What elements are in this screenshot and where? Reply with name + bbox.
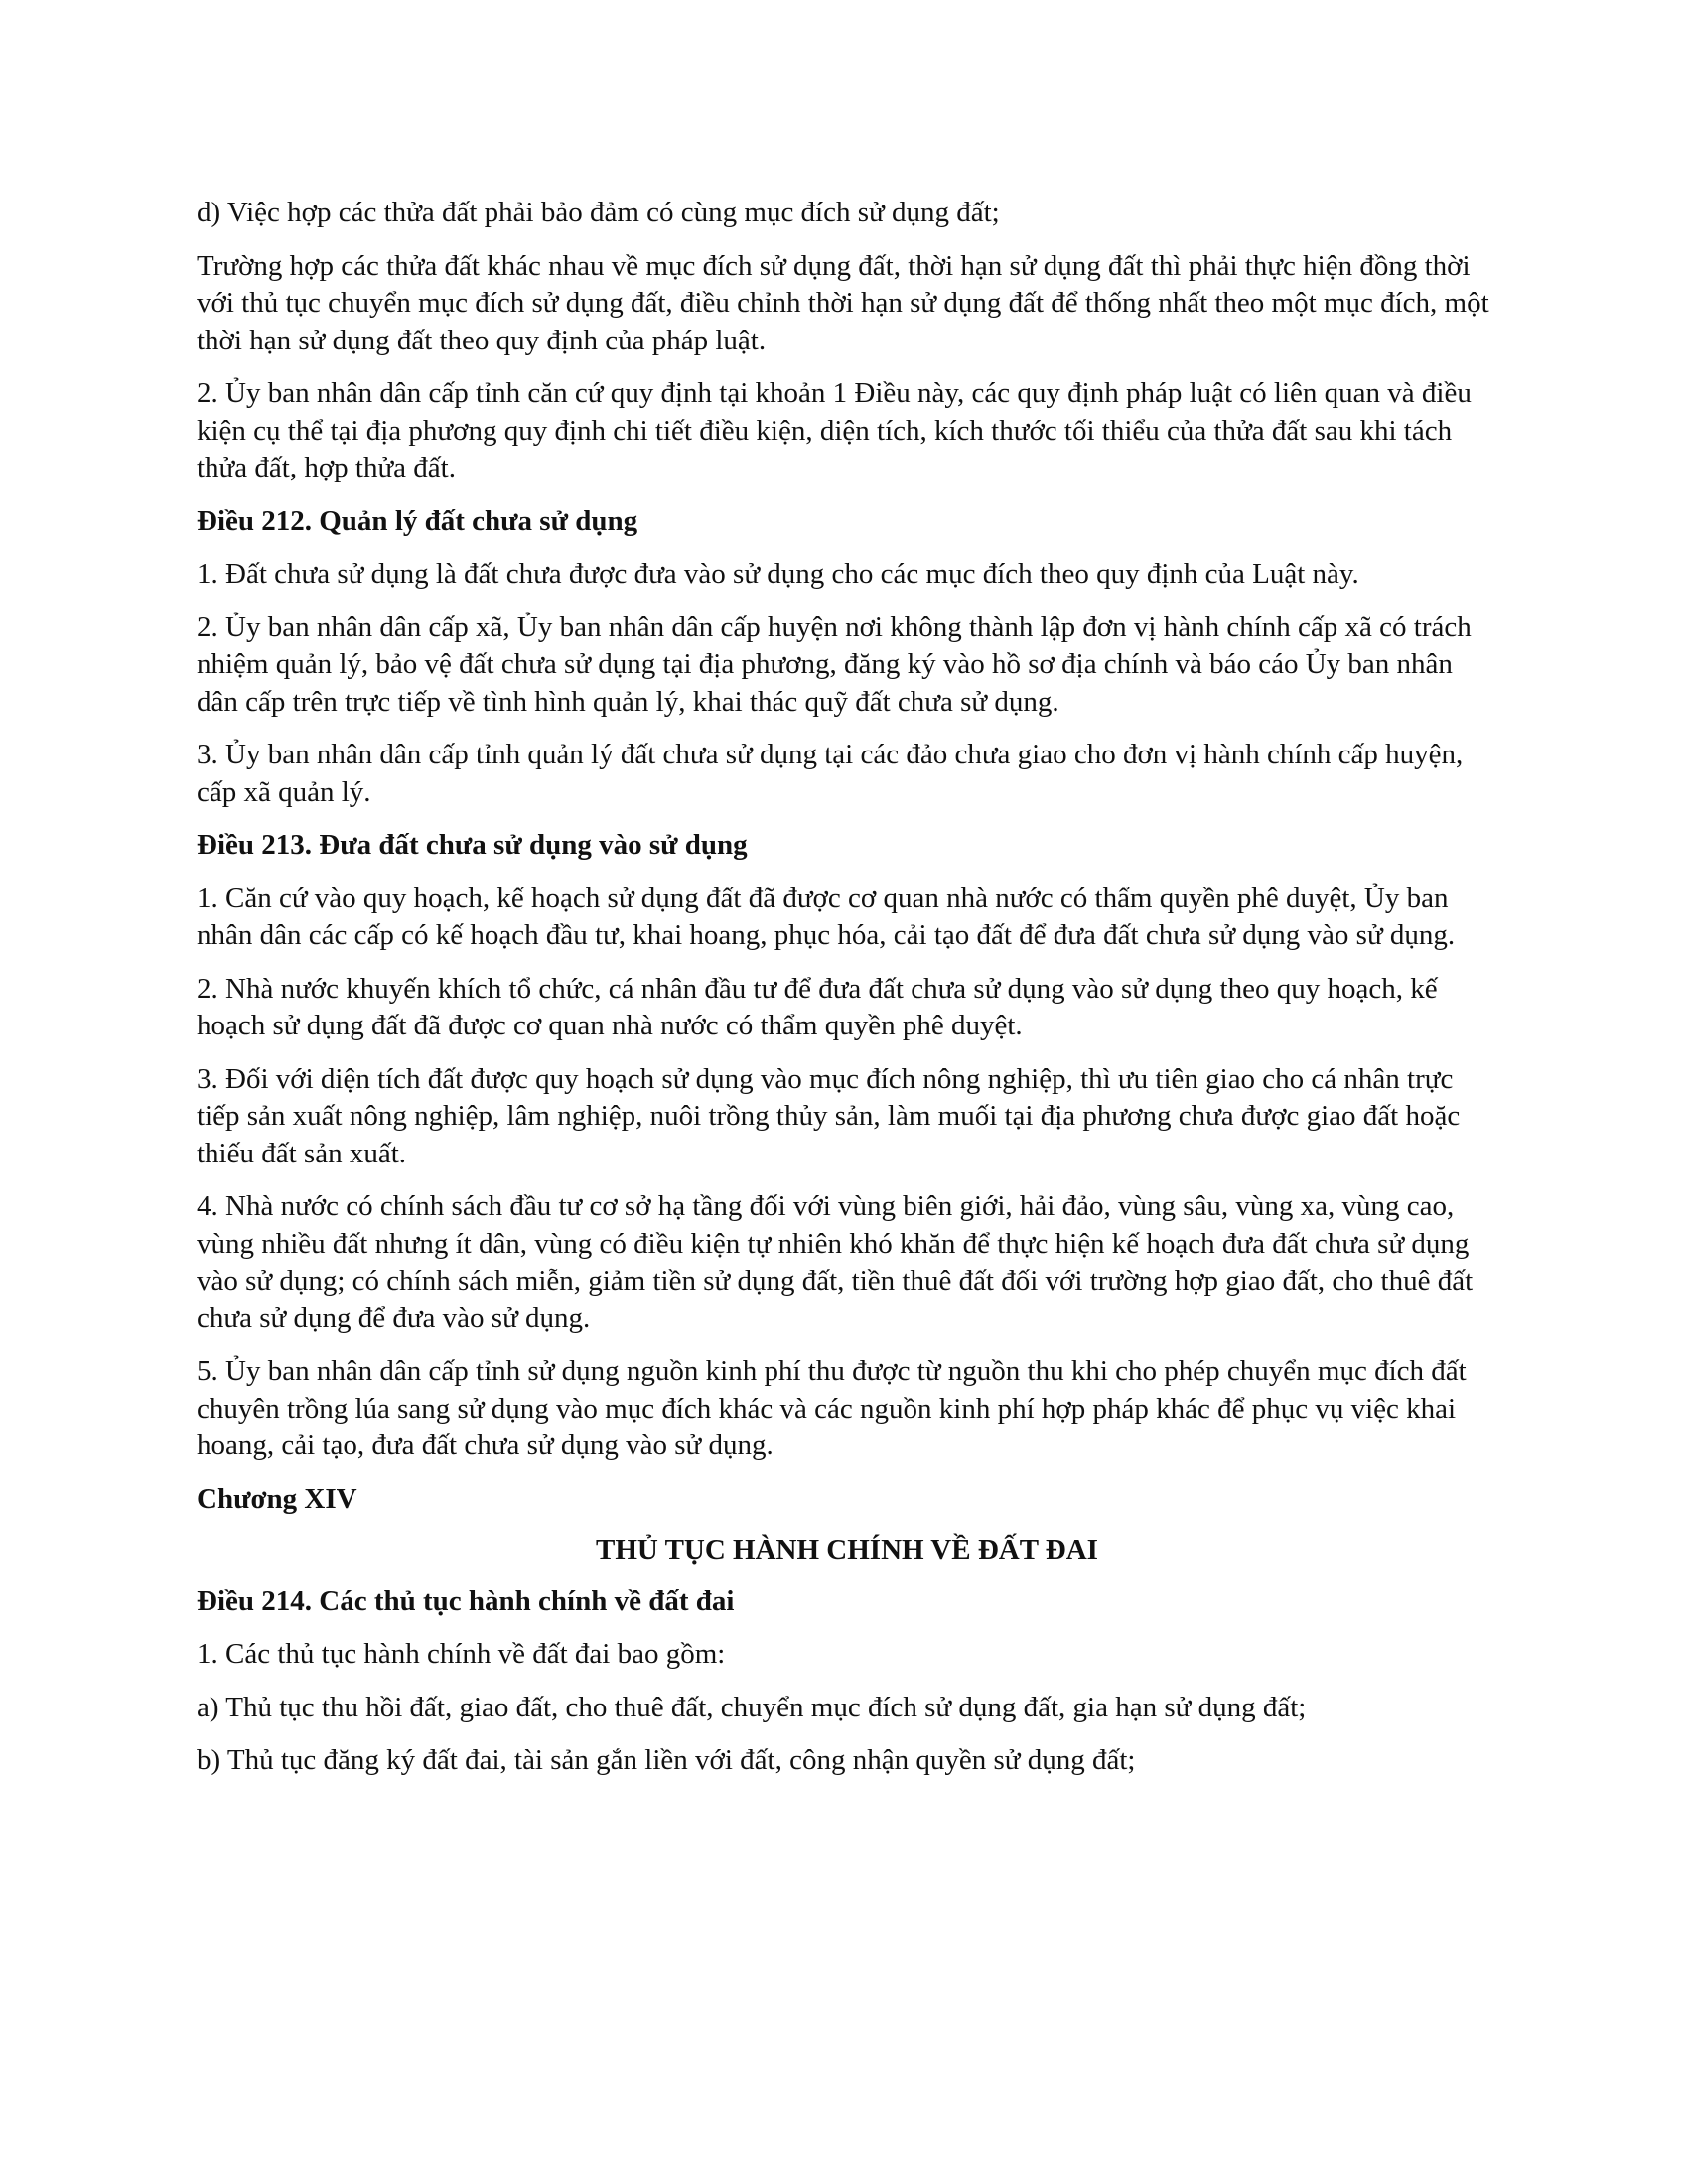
paragraph: a) Thủ tục thu hồi đất, giao đất, cho thuê đất, chuyển mục đích sử dụng đất, gia hạn sử dụng đất; bbox=[197, 1691, 1307, 1723]
paragraph: 2. Ủy ban nhân dân cấp tỉnh căn cứ quy định tại khoản 1 Điều này, các quy định pháp luật có liên quan và điều kiện cụ thể tại địa phương quy định chi tiết điều kiện, diện tích, kích thước tối thiểu của thửa đất sau khi tách thửa đất, hợp thửa đất. bbox=[197, 377, 1472, 483]
paragraph: 1. Các thủ tục hành chính về đất đai bao gồm: bbox=[197, 1638, 726, 1670]
paragraph: 2. Ủy ban nhân dân cấp xã, Ủy ban nhân dân cấp huyện nơi không thành lập đơn vị hành chính cấp xã có trách nhiệm quản lý, bảo vệ đất chưa sử dụng tại địa phương, đăng ký vào hồ sơ địa chính và báo cáo Ủy ban nhân dân cấp trên trực tiếp về tình hình quản lý, khai thác quỹ đất chưa sử dụng. bbox=[197, 611, 1472, 718]
paragraph: 1. Đất chưa sử dụng là đất chưa được đưa vào sử dụng cho các mục đích theo quy định của Luật này. bbox=[197, 558, 1359, 590]
paragraph: 2. Nhà nước khuyến khích tổ chức, cá nhân đầu tư để đưa đất chưa sử dụng vào sử dụng theo quy hoạch, kế hoạch sử dụng đất đã được cơ quan nhà nước có thẩm quyền phê duyệt. bbox=[197, 972, 1438, 1041]
paragraph: d) Việc hợp các thửa đất phải bảo đảm có cùng mục đích sử dụng đất; bbox=[197, 197, 1000, 228]
paragraph: 4. Nhà nước có chính sách đầu tư cơ sở hạ tầng đối với vùng biên giới, hải đảo, vùng sâu, vùng xa, vùng cao, vùng nhiều đất nhưng ít dân, vùng có điều kiện tự nhiên khó khăn để thực hiện kế hoạch đưa đất chưa sử dụng vào sử dụng; có chính sách miễn, giảm tiền sử dụng đất, tiền thuê đất đối với trường hợp giao đất, cho thuê đất chưa sử dụng để đưa vào sử dụng. bbox=[197, 1190, 1474, 1334]
chapter-number: Chương XIV bbox=[197, 1482, 357, 1515]
chapter-title: THỦ TỤC HÀNH CHÍNH VỀ ĐẤT ĐAI bbox=[596, 1534, 1098, 1566]
document-page bbox=[197, 195, 1497, 1796]
article-heading: Điều 213. Đưa đất chưa sử dụng vào sử dụng bbox=[197, 829, 748, 861]
paragraph: Trường hợp các thửa đất khác nhau về mục đích sử dụng đất, thời hạn sử dụng đất thì phải thực hiện đồng thời với thủ tục chuyển mục đích sử dụng đất, điều chỉnh thời hạn sử dụng đất để thống nhất theo một mục đích, một thời hạn sử dụng đất theo quy định của pháp luật. bbox=[197, 249, 1489, 356]
paragraph: 3. Đối với diện tích đất được quy hoạch sử dụng vào mục đích nông nghiệp, thì ưu tiên giao cho cá nhân trực tiếp sản xuất nông nghiệp, lâm nghiệp, nuôi trồng thủy sản, làm muối tại địa phương chưa được giao đất hoặc thiếu đất sản xuất. bbox=[197, 1062, 1461, 1169]
paragraph: 5. Ủy ban nhân dân cấp tỉnh sử dụng nguồn kinh phí thu được từ nguồn thu khi cho phép chuyển mục đích đất chuyên trồng lúa sang sử dụng vào mục đích khác và các nguồn kinh phí hợp pháp khác để phục vụ việc khai hoang, cải tạo, đưa đất chưa sử dụng vào sử dụng. bbox=[197, 1355, 1467, 1461]
paragraph: b) Thủ tục đăng ký đất đai, tài sản gắn liền với đất, công nhận quyền sử dụng đất; bbox=[197, 1744, 1136, 1776]
paragraph: 1. Căn cứ vào quy hoạch, kế hoạch sử dụng đất đã được cơ quan nhà nước có thẩm quyền phê duyệt, Ủy ban nhân dân các cấp có kế hoạch đầu tư, khai hoang, phục hóa, cải tạo đất để đưa đất chưa sử dụng vào sử dụng. bbox=[197, 882, 1456, 951]
article-heading: Điều 212. Quản lý đất chưa sử dụng bbox=[197, 504, 638, 537]
paragraph: 3. Ủy ban nhân dân cấp tỉnh quản lý đất chưa sử dụng tại các đảo chưa giao cho đơn vị hành chính cấp huyện, cấp xã quản lý. bbox=[197, 739, 1464, 808]
article-heading: Điều 214. Các thủ tục hành chính về đất đai bbox=[197, 1584, 735, 1617]
